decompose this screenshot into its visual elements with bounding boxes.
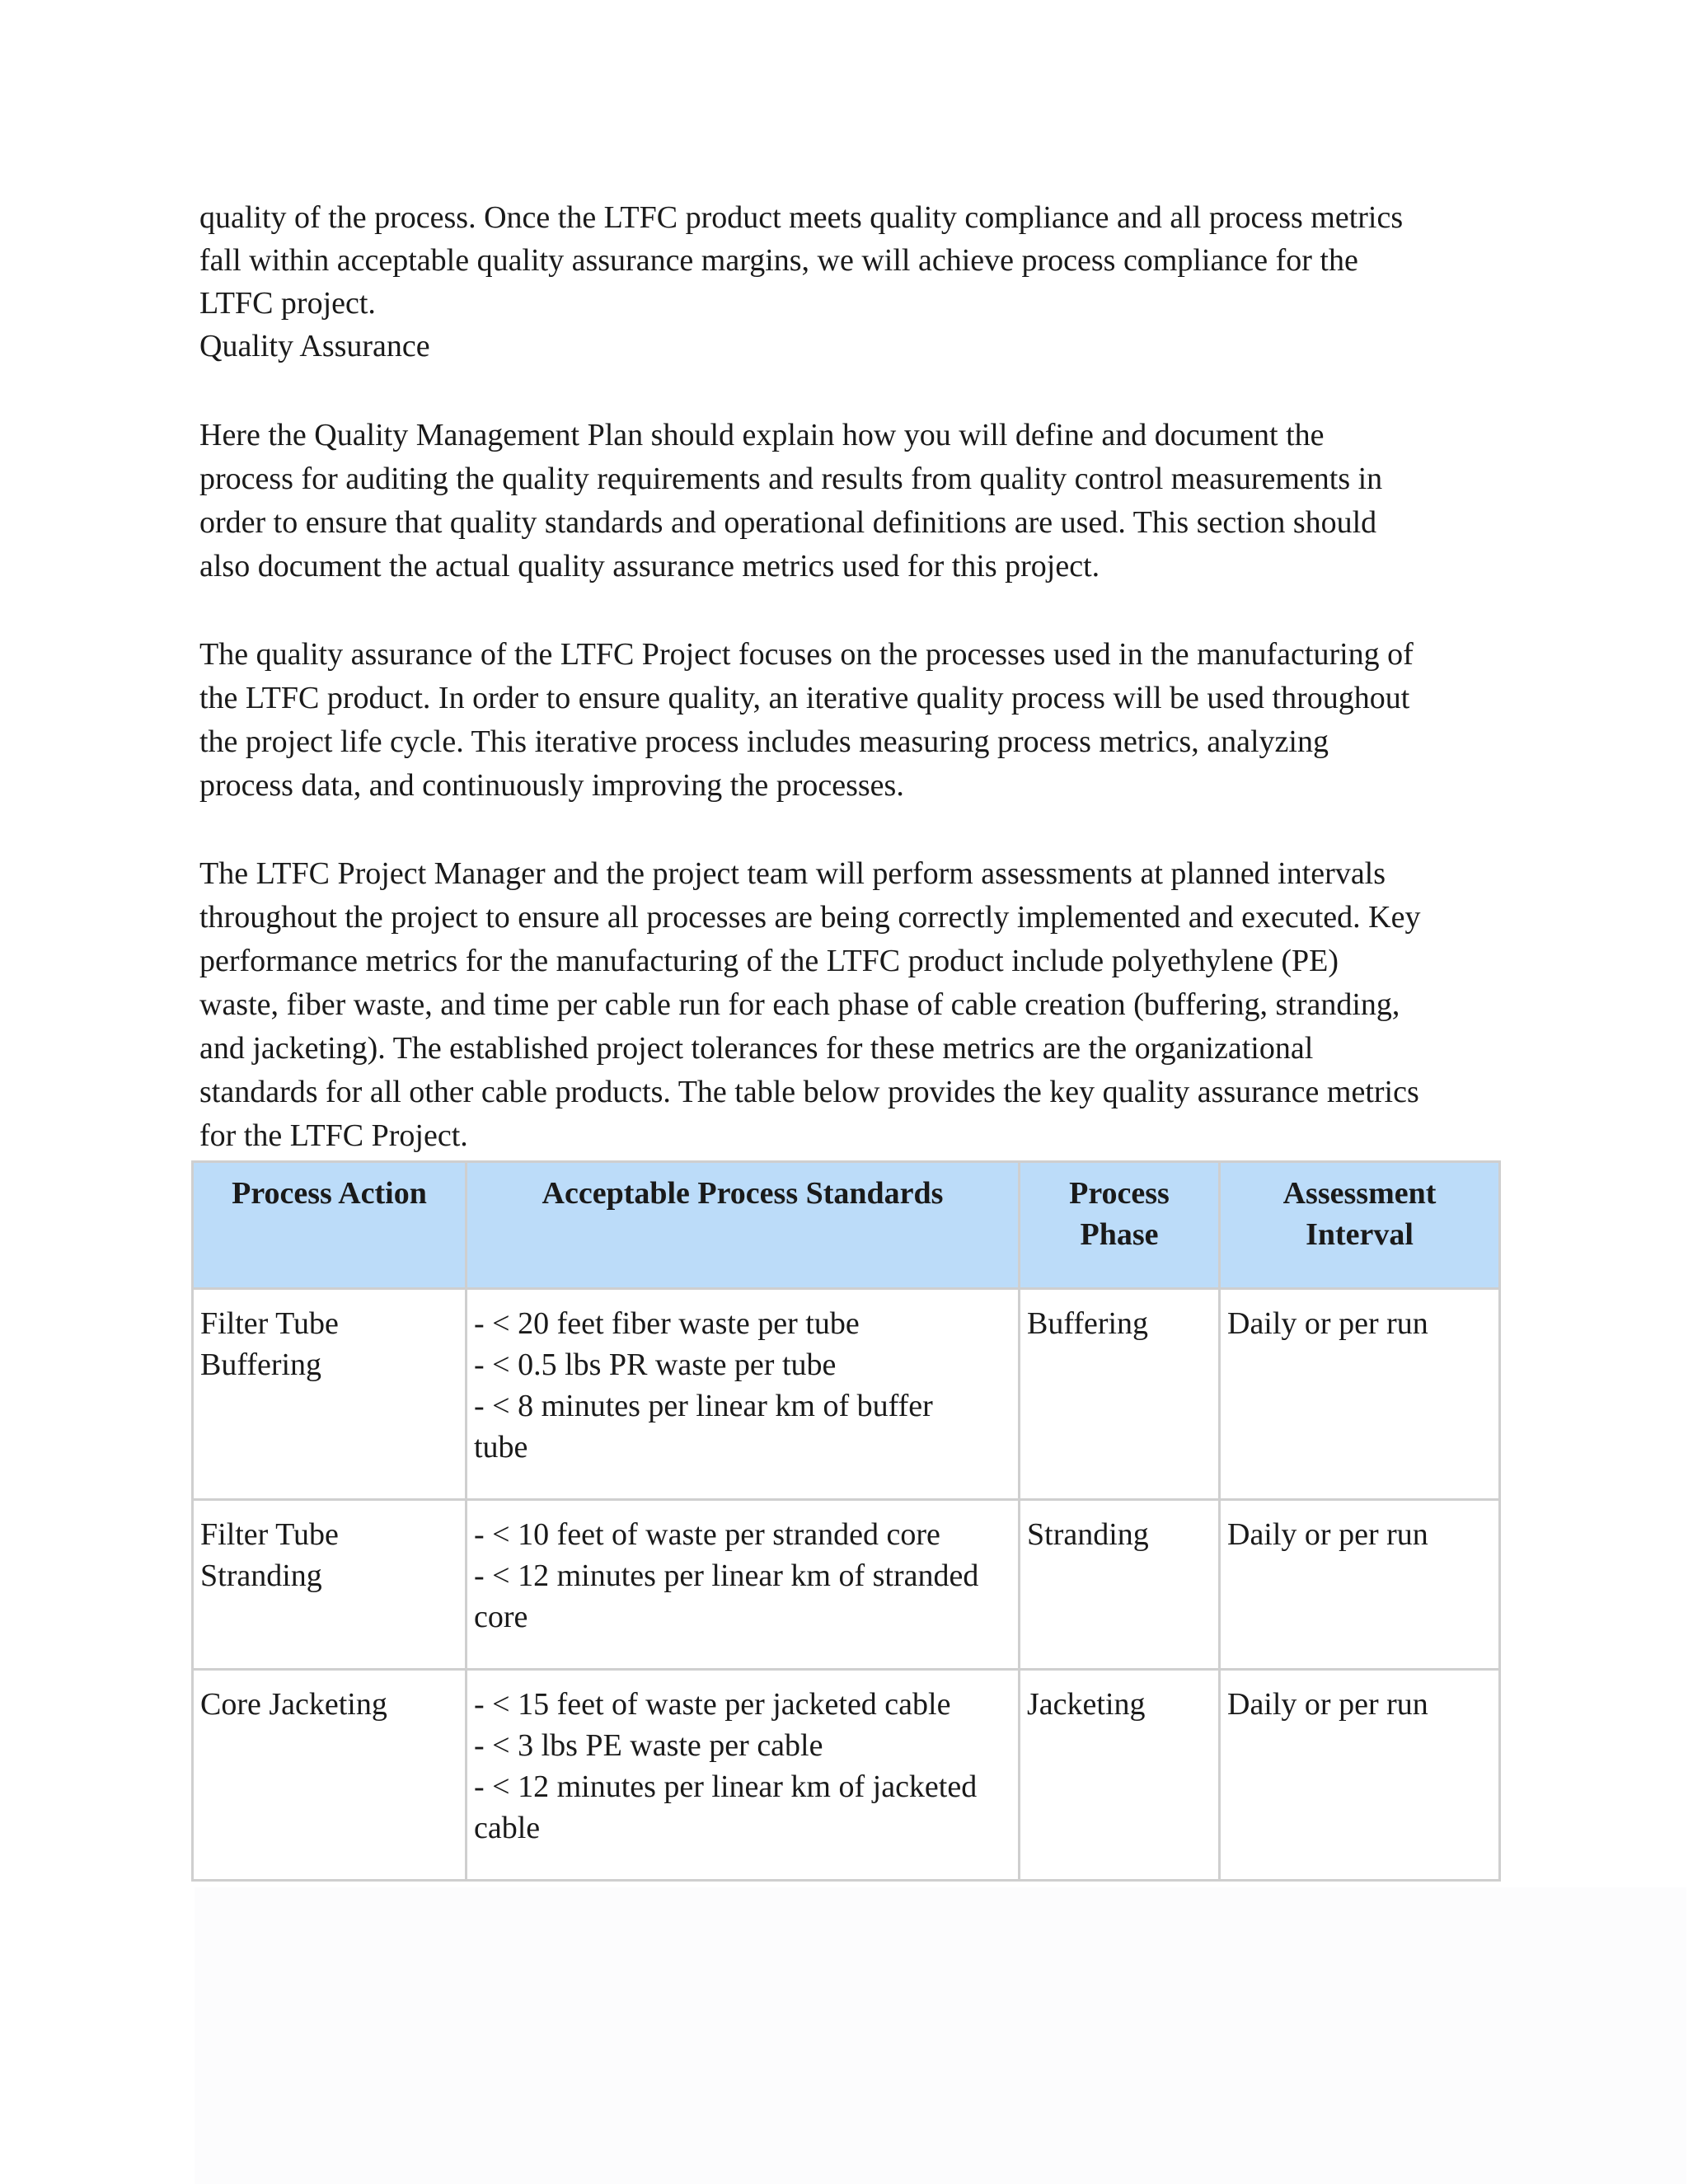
header-process-action: Process Action <box>193 1162 467 1289</box>
para3-line-2: the LTFC product. In order to ensure quality, an iterative quality process will be used throughout <box>199 681 1410 715</box>
quality-metrics-table <box>191 1160 1501 1882</box>
page-lower-area <box>195 1887 1686 2184</box>
para4-line-4: waste, fiber waste, and time per cable run for each phase of cable creation (buffering, stranding, <box>199 987 1400 1022</box>
header-assessment-interval: Assessment Interval <box>1220 1162 1500 1289</box>
cell-standards: - < 20 feet fiber waste per tube - < 0.5 lbs PR waste per tube - < 8 minutes per linear km of buffer tube <box>467 1289 1020 1500</box>
cell-standards: - < 15 feet of waste per jacketed cable - < 3 lbs PE waste per cable - < 12 minutes per linear km of jacketed cable <box>467 1670 1020 1881</box>
table-row <box>193 1670 1500 1881</box>
cell-process-action: Filter Tube Stranding <box>193 1500 467 1670</box>
para2-line-2: process for auditing the quality requirements and results from quality control measurements in <box>199 462 1383 496</box>
para1-line-3: LTFC project. <box>199 286 376 321</box>
para4-line-1: The LTFC Project Manager and the project team will perform assessments at planned intervals <box>199 856 1386 891</box>
para4-line-2: throughout the project to ensure all processes are being correctly implemented and executed. Key <box>199 900 1421 935</box>
cell-phase: Jacketing <box>1020 1670 1220 1881</box>
cell-process-action: Filter Tube Buffering <box>193 1289 467 1500</box>
para2-line-3: order to ensure that quality standards and operational definitions are used. This section should <box>199 505 1377 540</box>
table-header-row <box>193 1162 1500 1289</box>
para2-line-4: also document the actual quality assurance metrics used for this project. <box>199 549 1100 583</box>
para3-line-4: process data, and continuously improving the processes. <box>199 768 904 803</box>
cell-process-action: Core Jacketing <box>193 1670 467 1881</box>
cell-phase: Buffering <box>1020 1289 1220 1500</box>
para1-line-2: fall within acceptable quality assurance margins, we will achieve process compliance for the <box>199 243 1358 278</box>
para3-line-3: the project life cycle. This iterative process includes measuring process metrics, analyzing <box>199 724 1329 759</box>
para1-line-1: quality of the process. Once the LTFC product meets quality compliance and all process metrics <box>199 200 1404 235</box>
table-row <box>193 1500 1500 1670</box>
section-heading: Quality Assurance <box>199 329 430 363</box>
cell-interval: Daily or per run <box>1220 1289 1500 1500</box>
header-acceptable-standards: Acceptable Process Standards <box>467 1162 1020 1289</box>
cell-standards: - < 10 feet of waste per stranded core - < 12 minutes per linear km of stranded core <box>467 1500 1020 1670</box>
para4-line-3: performance metrics for the manufacturing of the LTFC product include polyethylene (PE) <box>199 944 1339 978</box>
para4-line-7: for the LTFC Project. <box>199 1118 468 1153</box>
table-row <box>193 1289 1500 1500</box>
header-process-phase: Process Phase <box>1020 1162 1220 1289</box>
para4-line-5: and jacketing). The established project tolerances for these metrics are the organizational <box>199 1031 1314 1066</box>
para4-line-6: standards for all other cable products. The table below provides the key quality assurance metrics <box>199 1075 1419 1109</box>
cell-interval: Daily or per run <box>1220 1670 1500 1881</box>
cell-phase: Stranding <box>1020 1500 1220 1670</box>
para2-line-1: Here the Quality Management Plan should explain how you will define and document the <box>199 418 1325 452</box>
cell-interval: Daily or per run <box>1220 1500 1500 1670</box>
para3-line-1: The quality assurance of the LTFC Project focuses on the processes used in the manufacturing of <box>199 637 1414 672</box>
